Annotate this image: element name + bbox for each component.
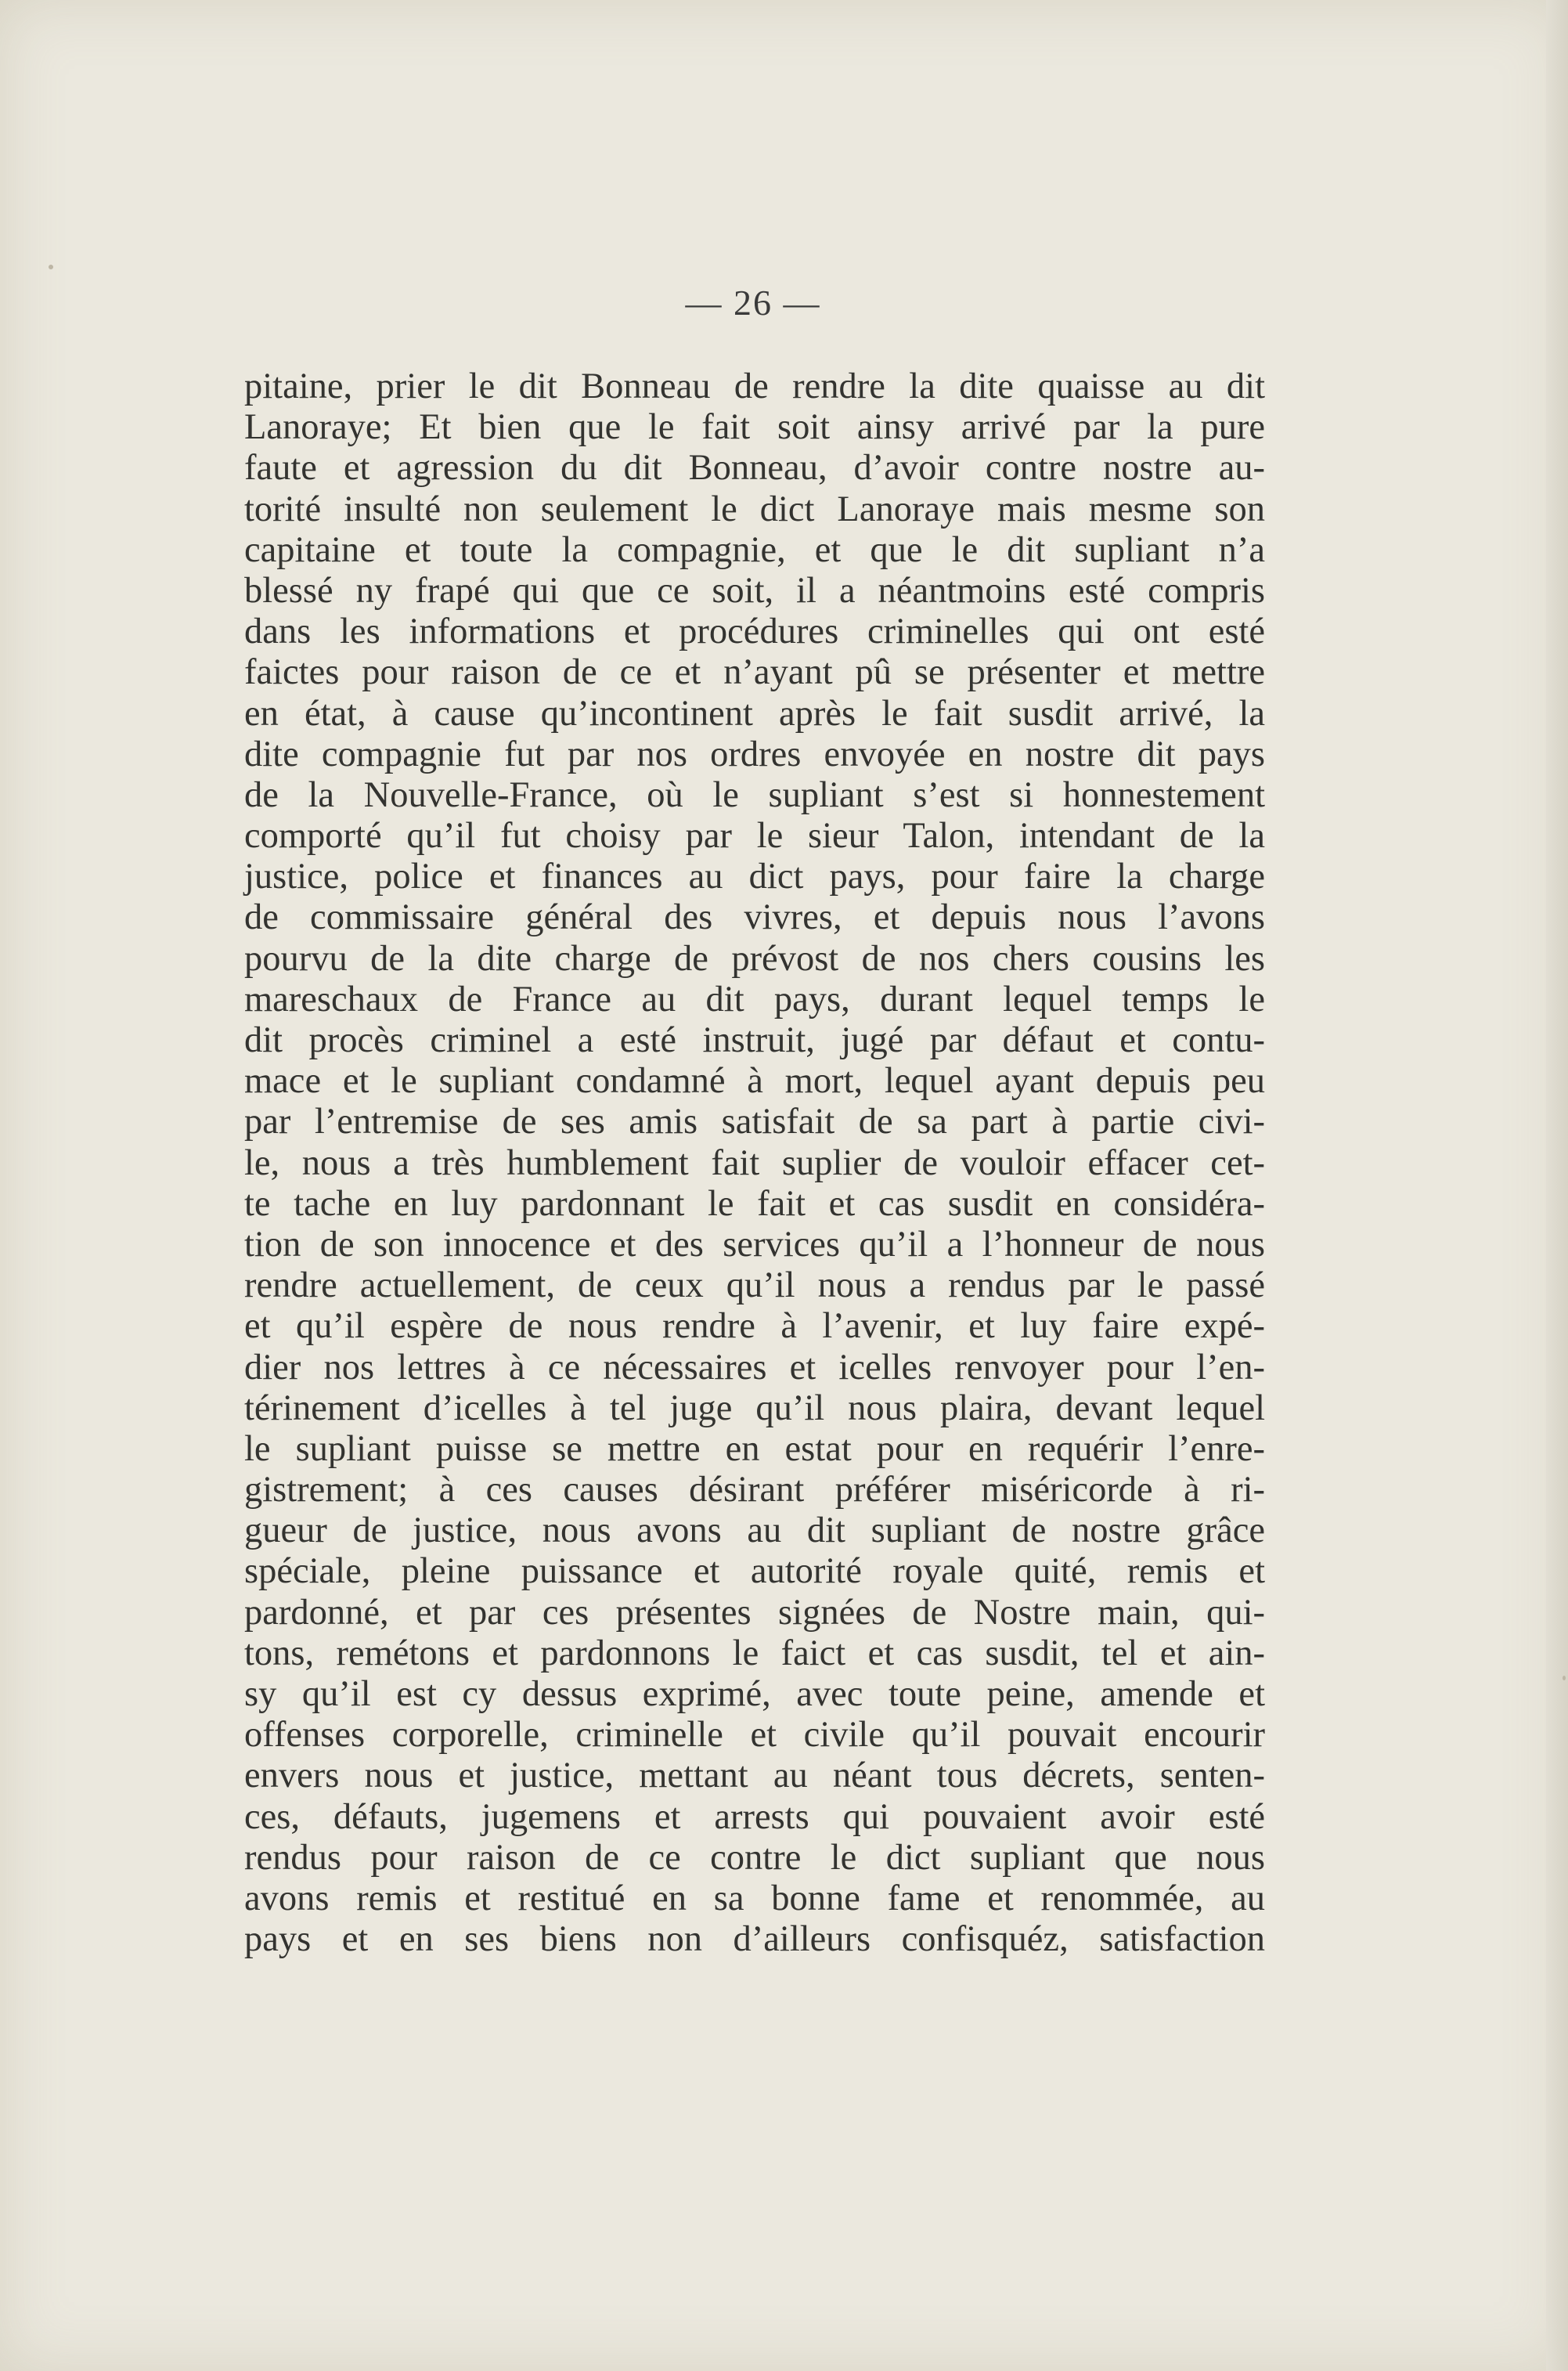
text-line: par l’entremise de ses amis satisfait de sa part à partie civi-	[244, 1102, 1265, 1142]
text-line: gistrement; à ces causes désirant préférer miséricorde à ri-	[244, 1470, 1265, 1510]
text-line: spéciale, pleine puissance et autorité royale quité, remis et	[244, 1551, 1265, 1592]
text-line: mace et le supliant condamné à mort, lequel ayant depuis peu	[244, 1061, 1265, 1102]
text-line: tons, remétons et pardonnons le faict et cas susdit, tel et ain-	[244, 1633, 1265, 1673]
text-line: justice, police et finances au dict pays, pour faire la charge	[244, 857, 1265, 897]
text-line: le, nous a très humblement fait suplier de vouloir effacer cet-	[244, 1142, 1265, 1183]
text-line: pitaine, prier le dit Bonneau de rendre la dite quaisse au dit	[244, 366, 1265, 406]
text-line: blessé ny frapé qui que ce soit, il a néantmoins esté compris	[244, 570, 1265, 611]
body-text	[244, 366, 1265, 1960]
text-line: faictes pour raison de ce et n’ayant pû se présenter et mettre	[244, 652, 1265, 693]
page-number: — 26 —	[685, 283, 821, 323]
text-line: de commissaire général des vivres, et depuis nous l’avons	[244, 897, 1265, 938]
text-line: torité insulté non seulement le dict Lanoraye mais mesme son	[244, 489, 1265, 529]
text-line: offenses corporelle, criminelle et civile qu’il pouvait encourir	[244, 1715, 1265, 1756]
text-line: tion de son innocence et des services qu’il a l’honneur de nous	[244, 1224, 1265, 1265]
text-line: envers nous et justice, mettant au néant tous décrets, senten-	[244, 1756, 1265, 1796]
text-line: capitaine et toute la compagnie, et que le dit supliant n’a	[244, 529, 1265, 570]
text-line: avons remis et restitué en sa bonne fame et renommée, au	[244, 1878, 1265, 1918]
text-line: dier nos lettres à ce nécessaires et icelles renvoyer pour l’en-	[244, 1347, 1265, 1388]
text-line: en état, à cause qu’incontinent après le fait susdit arrivé, la	[244, 693, 1265, 734]
text-line: rendre actuellement, de ceux qu’il nous a rendus par le passé	[244, 1265, 1265, 1306]
text-line: térinement d’icelles à tel juge qu’il nous plaira, devant lequel	[244, 1388, 1265, 1428]
text-line: ces, défauts, jugemens et arrests qui pouvaient avoir esté	[244, 1796, 1265, 1837]
text-line: et qu’il espère de nous rendre à l’avenir, et luy faire expé-	[244, 1306, 1265, 1347]
text-line: dans les informations et procédures criminelles qui ont esté	[244, 612, 1265, 652]
text-line: pardonné, et par ces présentes signées de Nostre main, qui-	[244, 1592, 1265, 1633]
text-line: pays et en ses biens non d’ailleurs confisquéz, satisfaction	[244, 1919, 1265, 1960]
paper-speck	[49, 265, 53, 269]
text-line: gueur de justice, nous avons au dit supliant de nostre grâce	[244, 1510, 1265, 1551]
paper-speck	[1563, 1676, 1566, 1680]
text-line: mareschaux de France au dit pays, durant lequel temps le	[244, 979, 1265, 1019]
page-edge	[1546, 0, 1568, 2371]
text-line: sy qu’il est cy dessus exprimé, avec toute peine, amende et	[244, 1674, 1265, 1714]
text-line: pourvu de la dite charge de prévost de nos chers cousins les	[244, 938, 1265, 979]
text-line: dite compagnie fut par nos ordres envoyée en nostre dit pays	[244, 734, 1265, 774]
text-line: faute et agression du dit Bonneau, d’avoir contre nostre au-	[244, 448, 1265, 489]
text-line: le supliant puisse se mettre en estat pour en requérir l’enre-	[244, 1428, 1265, 1469]
text-line: comporté qu’il fut choisy par le sieur Talon, intendant de la	[244, 816, 1265, 857]
text-line: de la Nouvelle-France, où le supliant s’est si honnestement	[244, 774, 1265, 815]
text-line: te tache en luy pardonnant le fait et cas susdit en considéra-	[244, 1183, 1265, 1224]
text-line: rendus pour raison de ce contre le dict supliant que nous	[244, 1837, 1265, 1878]
text-line: Lanoraye; Et bien que le fait soit ainsy arrivé par la pure	[244, 407, 1265, 448]
text-line: dit procès criminel a esté instruit, jugé par défaut et contu-	[244, 1020, 1265, 1060]
